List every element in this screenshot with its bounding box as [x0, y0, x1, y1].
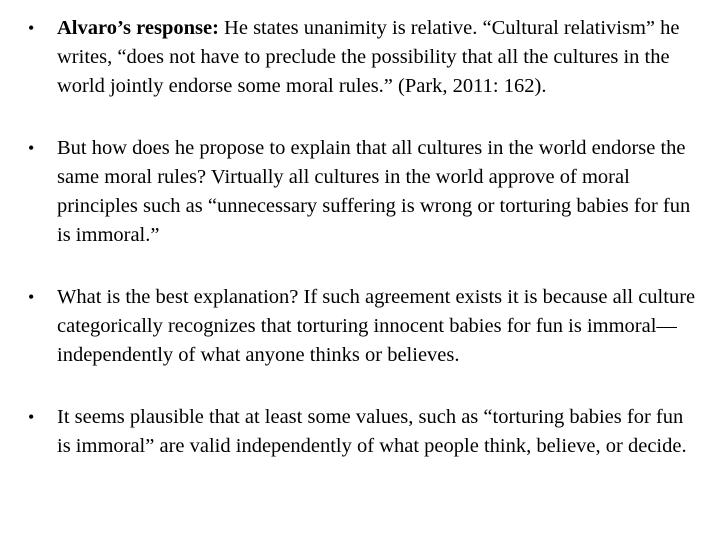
bullet-text: He states unanimity is relative. “Cultural relativism” he writes, “does not have to preclude the possibility that all the cultures in the world jointly endorse some moral rules.” (Park, 2011: 162). — [57, 17, 680, 97]
bullet-list — [28, 14, 696, 461]
bullet-text: But how does he propose to explain that all cultures in the world endorse the same moral rules? Virtually all cultures in the world approve of moral principles such as “unnecessary suffering is wrong or torturing babies for fun is immoral.” — [57, 137, 691, 246]
bullet-dot-icon: • — [28, 18, 35, 38]
bullet-item-alvaro-response — [28, 14, 696, 101]
bullet-item-explanation-question — [28, 134, 696, 250]
bullet-dot-icon: • — [28, 287, 35, 307]
bullet-item-best-explanation — [28, 283, 696, 370]
bullet-text: It seems plausible that at least some values, such as “torturing babies for fun is immoral” are valid independently of what people think, believe, or decide. — [57, 406, 687, 457]
bullet-dot-icon: • — [28, 138, 35, 158]
bullet-lead-label: Alvaro’s response: — [57, 17, 219, 39]
bullet-dot-icon: • — [28, 407, 35, 427]
bullet-text: What is the best explanation? If such agreement exists it is because all culture categorically recognizes that torturing innocent babies for fun is immoral—independently of what anyone thinks or believes. — [57, 286, 696, 366]
bullet-item-plausible-values — [28, 403, 696, 461]
